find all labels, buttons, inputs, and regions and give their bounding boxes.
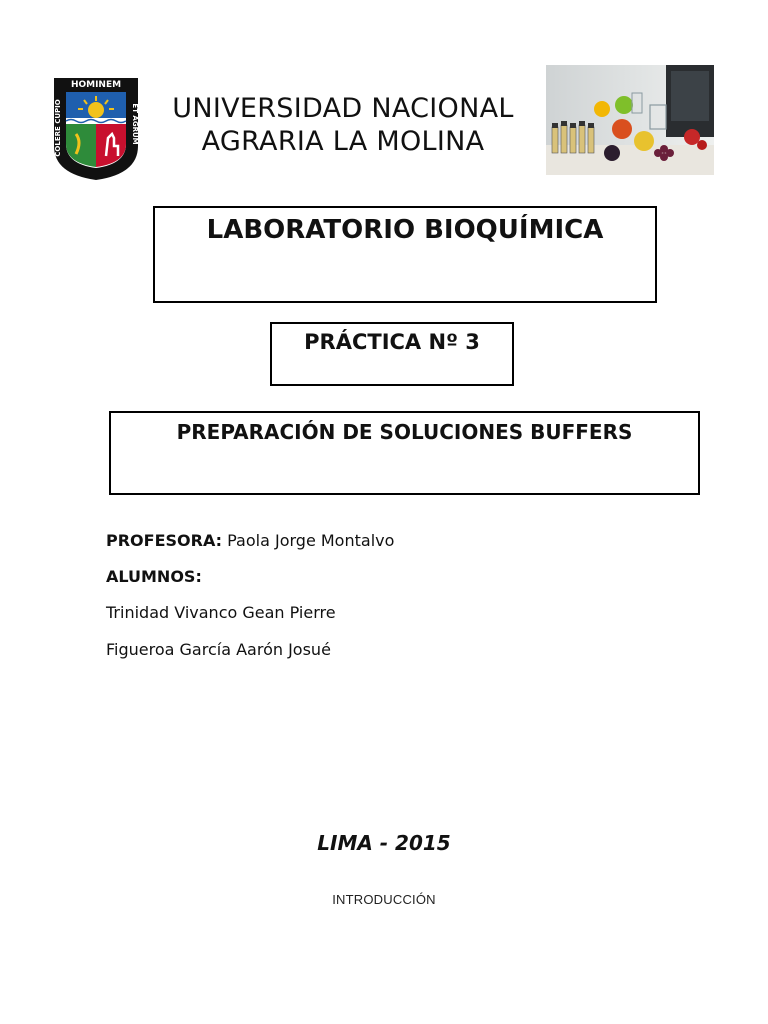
teacher-line (106, 531, 394, 550)
topic-title-box (109, 411, 700, 495)
seal-motto-right: ET AGRUM (131, 103, 139, 145)
topic-title: PREPARACIÓN DE SOLUCIONES BUFFERS (176, 420, 633, 444)
practice-title: PRÁCTICA Nº 3 (304, 330, 480, 354)
teacher-name: Paola Jorge Montalvo (227, 531, 395, 550)
seal-motto-left: COLERE CUPIO (54, 99, 62, 157)
practice-title-box (270, 322, 514, 386)
lab-title-box (153, 206, 657, 303)
university-name-line2: AGRARIA LA MOLINA (201, 126, 485, 157)
university-name-line1: UNIVERSIDAD NACIONAL (172, 93, 514, 124)
university-name (160, 92, 526, 158)
section-heading-introduction: INTRODUCCIÓN (332, 892, 436, 907)
student-name-2: Figueroa García Aarón Josué (106, 640, 331, 659)
university-seal-logo (52, 76, 140, 182)
seal-motto-top: HOMINEM (70, 80, 122, 90)
city-year: LIMA - 2015 (317, 831, 451, 855)
teacher-label: PROFESORA: (106, 531, 223, 550)
students-label: ALUMNOS: (106, 567, 202, 586)
student-name-1: Trinidad Vivanco Gean Pierre (106, 603, 336, 622)
laboratory-photo (546, 65, 714, 175)
lab-title: LABORATORIO BIOQUÍMICA (206, 215, 604, 245)
